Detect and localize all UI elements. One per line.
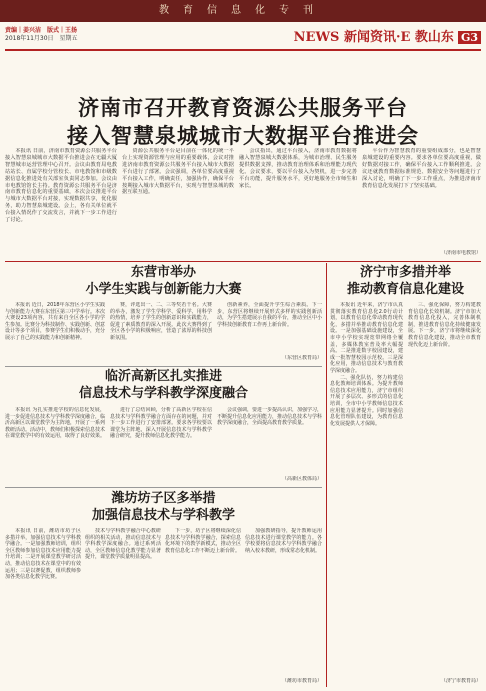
jining-headline-line1: 济宁市多措并举	[359, 265, 451, 280]
lead-paragraph: 本报讯 日前，济南市教育资源公共服务平台接入智慧泉城城市大数据平台推进会在无疆大厦智慧城市运营管理中心召开。会议由教育局电教站站长、直属学校分管校长、市电教馆和市级数据信息化推进处有关部室负责同志参加。会议由市电教馆馆长主持。教育资源公共服务平台是济南市教育信息化的重要基础，本次会议推进平台与城市大数据平台对接，实现数据共享，优化服务，助力智慧泉城建设。会上，各有关单位就平台接入情况作了交流发言，并就下一步工作进行了讨论。	[5, 148, 117, 224]
lead-byline	[362, 250, 481, 258]
linyi-column-1	[5, 407, 105, 483]
page-number: G3	[458, 31, 481, 44]
section-divider	[5, 261, 481, 262]
byline: （潍坊市教育局）	[281, 678, 322, 684]
lead-column-2	[122, 148, 234, 256]
byline: （济宁市教育局）	[440, 678, 481, 684]
byline: （高新区教体局）	[281, 476, 322, 482]
weifang-headline-line1: 潍坊坊子区多举措	[111, 491, 216, 506]
lead-column-1	[5, 148, 117, 256]
byline: （东营区教育局）	[281, 355, 322, 361]
weifang-column-1	[5, 528, 81, 686]
section-title	[294, 26, 481, 45]
lead-headline-line2: 接入智慧泉城城市大数据平台推进会	[67, 123, 419, 148]
article-paragraph: 本报讯 近日，2018年东营区小学生实践与创新能力大赛在东营区第三中学举行。本次大赛设23项内容，共有来自全区各小学的学生参加。比赛分为科技制作、实践创新、创意设计等多个项目，参赛学生们积极动手，充分展示了自己的实践能力和创新精神。	[5, 302, 105, 341]
weifang-column-4	[245, 528, 322, 676]
jining-headline	[330, 264, 481, 298]
weifang-column-3	[165, 528, 241, 686]
weifang-headline	[5, 490, 322, 524]
article-paragraph: 技术与学科教学融合中心教研组织的相关活动，推动信息技术与学科教学深度融合。通过系列活动，全区教师信息化教学能力显著提升，课堂教学质量明显提高。	[85, 528, 161, 561]
dongying-headline-line1: 东营市举办	[130, 265, 196, 280]
article-paragraph: 下一步，坊子区将继续深化信息技术与学科教学融合，探索信息化环境下的教学新模式，推动全区教育信息化工作不断迈上新台阶。	[165, 528, 241, 554]
linyi-headline-line1: 临沂高新区扎实推进	[104, 369, 222, 384]
jining-headline-line2: 推动教育信息化建设	[346, 282, 464, 297]
linyi-headline-line2: 信息技术与学科教学深度融合	[78, 386, 248, 401]
lead-paragraph: 平台作为智慧教育的重要组成部分，也是智慧泉城建设的重要内容。要求各单位要高度重视，做好数据对接工作，确保平台接入工作顺利推进。会议还就教育数据标准规范、数据安全等问题进行了深入讨论，明确了下一步工作重点，为推进济南市教育信息化发展打下了坚实基础。	[362, 148, 481, 189]
article-paragraph: 本报讯 近年来，济宁市认真贯彻落实教育信息化2.0行动计划，以教育信息化带动教育现代化，多措并举推动教育信息化建设。一是加强基础设施建设，全市中小学校实现宽带网络全覆盖，多媒体教室普及率大幅提高。二是推进数字校园建设，建成一批智慧校园示范校。三是深化应用，推动信息技术与教育教学深度融合。	[330, 302, 403, 374]
article-paragraph: 赛，评选出一、二、三等奖若干名。大赛的举办，激发了学生学科学、爱科学、用科学的热情，培养了学生的创新意识和实践能力，促进了素质教育的深入开展。此次大赛得到了全区各小学的积极响应，营造了浓厚的科技创新氛围。	[110, 302, 212, 341]
lead-paragraph: 会议指出，通过平台接入，济南市教育数据将融入智慧泉城大数据体系，为城市治理、民生服务提供数据支撑，推动教育治理体系和治理能力现代化。会议要求，要以平台接入为契机，进一步完善平台功能，提升服务水平，更好地服务全市师生和家长。	[239, 148, 357, 189]
dongying-headline-line2: 小学生实践与创新能力大赛	[85, 282, 242, 297]
editor-info	[5, 27, 78, 43]
lead-paragraph: 资源公共服务平台是目前在一体化的统一平台上实现资源管理与应用的重要载体，会议对推进济南市教育资源公共服务平台接入城市大数据平台进行了部署。会议强调，各单位要高度重视平台接入工作，明确责任，加强协作，确保平台按期接入城市大数据平台，实现与智慧泉城的数据互联互通。	[122, 148, 234, 196]
dongying-headline	[5, 264, 322, 298]
section-divider	[5, 487, 322, 488]
article-paragraph: 进行了总结回顾，分析了高新区学校在信息技术与学科教学融合方面存在的问题，并对下一步工作进行了安排部署。要求各学校要以课堂为主阵地，深入开展信息技术与学科教学融合研究，提升教师信息化教学能力。	[110, 407, 212, 440]
jining-column-1	[330, 302, 403, 686]
dongying-column-3	[217, 302, 322, 354]
section-divider	[5, 366, 322, 367]
article-paragraph: 本报讯 为扎实推进学校的信息化发展，进一步促进信息技术与学科教学深度融合，临沂高新区以课堂教学为主阵地，开展了一系列教研活动。活动中，教师们积极探索信息技术在课堂教学中的有效运用，取得了良好效果。	[5, 407, 105, 440]
weifang-headline-line2: 加强信息技术与学科教学	[91, 508, 235, 523]
editor-line: 责编｜姜兴洁 版式｜王扬	[5, 27, 78, 34]
lead-column-3	[239, 148, 357, 256]
article-paragraph: 会议强调，要进一步提高认识，加强学习，不断提升信息化应用能力，推动信息技术与学科教学深度融合，全面提高教育教学质量。	[217, 407, 322, 427]
article-paragraph: 加强教研指导，提升教师运用信息技术进行课堂教学的能力。各学校要将信息技术与学科教学融合纳入校本教研，形成常态化机制。	[245, 528, 322, 554]
jining-column-2	[408, 302, 481, 676]
section-title-text: NEWS 新闻资讯·E 教山东	[293, 30, 454, 45]
masthead	[5, 25, 481, 47]
jining-byline	[408, 678, 481, 686]
byline: （济南市电教馆）	[440, 250, 481, 256]
weifang-column-2	[85, 528, 161, 686]
article-paragraph: 三、强化保障，努力构建教育信息化长效机制。济宁市加大教育信息化投入，完善体制机制，推进教育信息化持续健康发展。下一步，济宁市将继续深化教育信息化建设，推动全市教育现代化迈上新台阶。	[408, 302, 481, 348]
lead-column-4	[362, 148, 481, 248]
linyi-byline	[217, 476, 322, 484]
linyi-column-3	[217, 407, 322, 475]
weifang-byline	[245, 678, 322, 686]
lead-headline-line1: 济南市召开教育资源公共服务平台	[78, 95, 408, 120]
masthead-rule	[5, 49, 481, 51]
linyi-column-2	[110, 407, 212, 483]
article-paragraph: 创新素养，全面提升学生综合素质。下一步，东营区将继续开展形式多样的实践创新活动，为学生搭建展示自我的平台，推动全区中小学科技创新教育工作再上新台阶。	[217, 302, 322, 328]
date-line: 2018年11月30日 星期五	[5, 35, 78, 42]
column-divider	[326, 263, 327, 687]
article-paragraph: 二、强化队伍，努力构建信息化教师培训体系。为提升教师信息技术应用能力，济宁市组织开展了多层次、多形式的信息化培训，全市中小学教师信息技术应用能力显著提升。同时加强信息化管理队伍建设，为教育信息化发展提供人才保障。	[330, 374, 403, 427]
dongying-byline	[217, 355, 322, 363]
article-paragraph: 本报讯 日前，潍坊市坊子区多措并举，加强信息技术与学科教学融合。一是加强教师培训，组织全区教师参加信息技术应用能力提升培训；二是开展课堂教学研讨活动，推动信息技术在课堂中的有效运用；三是以赛促教，组织教师参加各类信息化教学比赛。	[5, 528, 81, 581]
dongying-column-2	[110, 302, 212, 362]
section-banner: 教育信息化专刊	[0, 0, 486, 22]
linyi-headline	[5, 368, 322, 402]
dongying-column-1	[5, 302, 105, 362]
